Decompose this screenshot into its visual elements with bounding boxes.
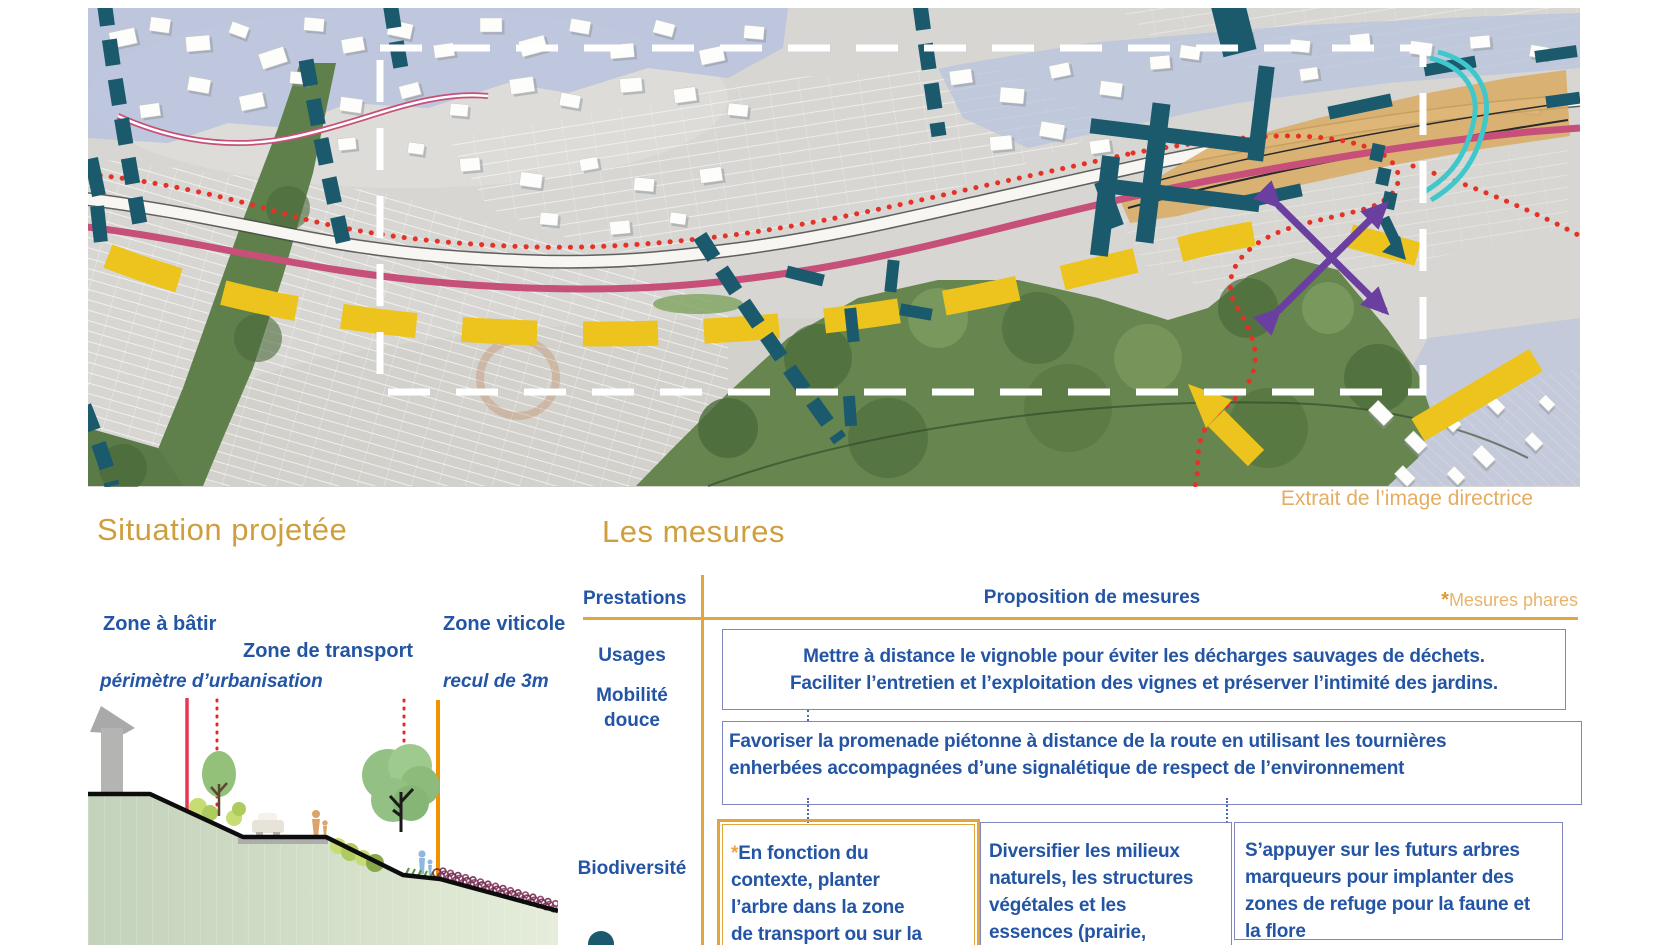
bio2-text-line-2: naturels, les structures: [989, 868, 1194, 889]
bio2-text-line-4: essences (prairie,: [989, 922, 1146, 943]
map-graphic: [88, 8, 1580, 487]
note-mesures-phares: *Mesures phares: [1441, 589, 1578, 611]
connector-dotted: [807, 798, 809, 823]
bio3-text-line-4: la flore: [1245, 921, 1306, 942]
house-icon: [90, 706, 135, 794]
directive-image-map: [88, 8, 1580, 487]
map-caption: Extrait de l’image directrice: [1280, 487, 1533, 510]
bio1-text-line-2: contexte, planter: [731, 870, 880, 891]
cross-section-graphic: [88, 570, 558, 945]
bio2-text-line-1: Diversifier les milieux: [989, 841, 1180, 862]
big-tree-icon: [362, 744, 440, 832]
asterisk-icon: *: [731, 843, 739, 864]
asterisk-icon: *: [1441, 589, 1449, 611]
header-rule: [583, 617, 1578, 620]
cross-section-diagram: [88, 570, 558, 945]
measure-box-mobilite: [722, 721, 1582, 805]
bio3-text-line-1: S’appuyer sur les futurs arbres: [1245, 840, 1520, 861]
row-label-biodiversite: Biodiversité: [577, 858, 687, 879]
bio2-text-line-3: végétales et les: [989, 895, 1127, 916]
column-divider: [701, 575, 704, 945]
label-recul-3m: recul de 3m: [443, 671, 549, 692]
label-zone-viticole: Zone viticole: [443, 613, 566, 635]
usages-text-line-2: Faciliter l’entretien et l’exploitation des vignes et préserver l’intimité des jardins.: [790, 672, 1498, 694]
row-label-usages: Usages: [598, 645, 666, 666]
measures-title: Les mesures: [602, 514, 785, 549]
usages-text-line-1: Mettre à distance le vignoble pour éviter les décharges sauvages de déchets.: [803, 645, 1485, 667]
bio1-text-line-1: *En fonction du: [731, 843, 869, 864]
measure-box-biodiversite-1: [722, 824, 975, 945]
mobilite-text-line-2: enherbées accompagnées d’une signalétique de respect de l’environnement: [729, 758, 1405, 779]
label-zone-a-batir: Zone à bâtir: [103, 613, 217, 635]
connector-dotted: [807, 710, 809, 721]
column-header-proposition: Proposition de mesures: [983, 587, 1201, 608]
measure-box-biodiversite-3: [1234, 822, 1563, 940]
column-header-prestations: Prestations: [583, 588, 687, 609]
car-icon: [252, 813, 284, 836]
connector-dotted: [1226, 798, 1228, 823]
bio3-text-line-3: zones de refuge pour la faune et: [1245, 894, 1530, 915]
left-section-title: Situation projetée: [97, 512, 348, 547]
cropped-pictogram: [588, 931, 614, 945]
pedestrians-icon: [312, 810, 328, 837]
bio1-text-line-3: l’arbre dans la zone: [731, 897, 905, 918]
mobilite-text-line-1: Favoriser la promenade piétonne à distance de la route en utilisant les tournières: [729, 731, 1447, 752]
measure-box-biodiversite-2: [980, 822, 1232, 945]
label-zone-de-transport: Zone de transport: [243, 640, 414, 662]
label-perimetre-urbanisation: périmètre d’urbanisation: [100, 671, 323, 692]
bio1-text-line-4: de transport ou sur la: [731, 924, 922, 945]
measure-box-usages: [722, 629, 1566, 710]
row-label-mobilite-douce: Mobilité douce: [596, 685, 668, 731]
bio3-text-line-2: marqueurs pour implanter des: [1245, 867, 1514, 888]
